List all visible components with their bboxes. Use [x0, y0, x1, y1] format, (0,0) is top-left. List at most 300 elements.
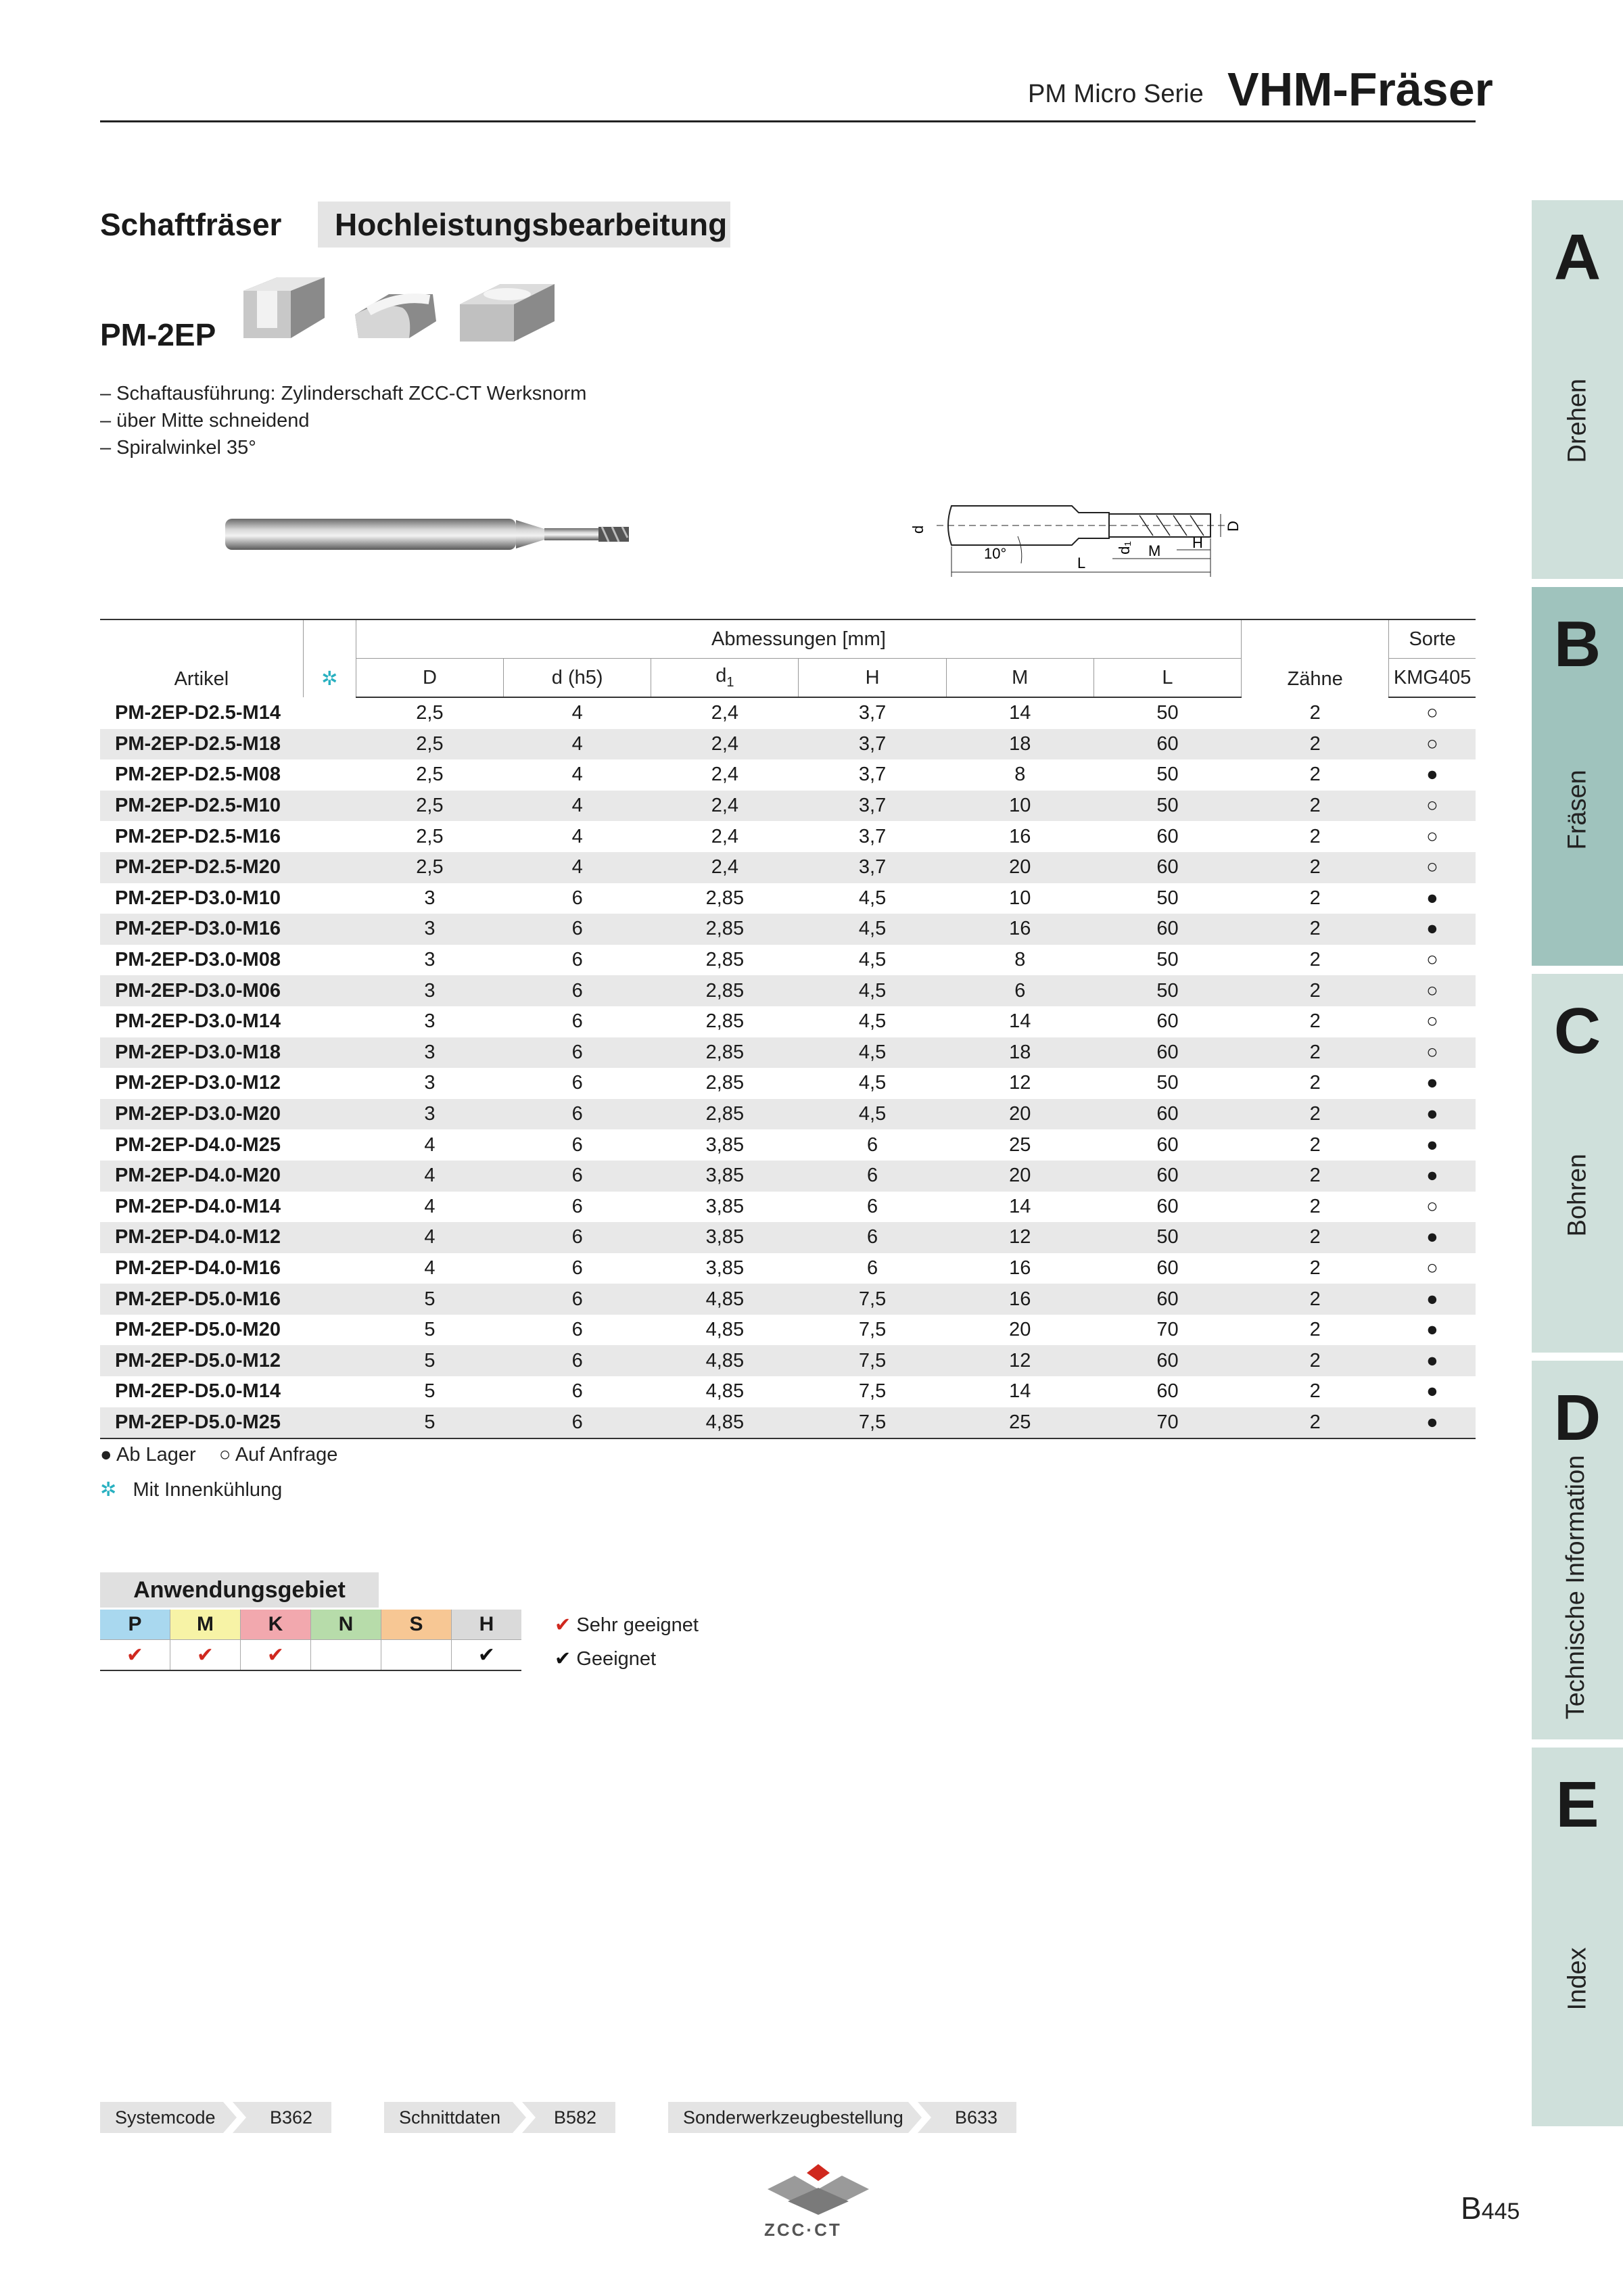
cell-H: 6 [799, 1222, 946, 1253]
cell-grade: ○ [1426, 1195, 1438, 1217]
cell-cooling [303, 759, 356, 791]
cooling-icon [303, 619, 356, 697]
feature-item: – über Mitte schneidend [100, 410, 310, 431]
very-suitable-label: Sehr geeignet [576, 1614, 699, 1636]
table-row [100, 1006, 1476, 1037]
cell-d: 6 [571, 887, 583, 909]
col-header-article: Artikel [100, 619, 303, 697]
cell-cooling [303, 821, 356, 852]
cell-H: 4,5 [799, 914, 946, 945]
cell-article: PM-2EP-D2.5-M08 [115, 764, 281, 786]
table-row [100, 697, 1476, 729]
cell-article: PM-2EP-D2.5-M20 [100, 852, 303, 883]
col-header-grade: KMG405 [1389, 659, 1476, 698]
cell-teeth: 2 [1309, 701, 1321, 724]
tab-fraesen[interactable] [1532, 587, 1623, 966]
cell-grade: ○ [1426, 1257, 1438, 1279]
cell-d1: 2,4 [651, 791, 799, 822]
cell-d: 6 [571, 1319, 583, 1341]
cell-L: 50 [1156, 764, 1179, 786]
cell-d: 6 [504, 1284, 651, 1315]
cell-grade: ● [1389, 1284, 1476, 1315]
col-header-M: M [946, 659, 1093, 698]
table-row [100, 729, 1476, 760]
cell-D: 4 [356, 1161, 503, 1192]
tab-label: Fräsen [1563, 770, 1592, 850]
cell-cooling [303, 1222, 356, 1253]
table-row [100, 1068, 1476, 1099]
section-title: Schaftfräser [100, 207, 282, 242]
cell-d1: 2,4 [651, 852, 799, 883]
cell-teeth: 2 [1309, 764, 1321, 786]
tab-letter: B [1553, 608, 1601, 680]
ref-systemcode[interactable] [100, 2102, 331, 2133]
cell-M: 12 [1009, 1072, 1031, 1094]
cell-H: 3,7 [858, 764, 887, 786]
cell-d: 4 [504, 791, 651, 822]
cell-cooling [303, 1068, 356, 1099]
ref-schnittdaten[interactable] [384, 2102, 615, 2133]
cell-D: 3 [424, 949, 436, 971]
material-code-s: S [381, 1610, 452, 1640]
cell-d: 6 [571, 1257, 583, 1279]
cell-cooling [303, 1315, 356, 1346]
cell-cooling [303, 1037, 356, 1069]
cell-article: PM-2EP-D5.0-M16 [100, 1284, 303, 1315]
cell-grade: ○ [1426, 702, 1438, 724]
col-header-d1-text: d [715, 665, 727, 687]
cell-L: 70 [1156, 1319, 1179, 1341]
cell-L: 60 [1156, 1195, 1179, 1217]
tab-technische-information[interactable] [1532, 1361, 1623, 1739]
cell-H: 6 [866, 1257, 878, 1279]
cell-H: 3,7 [799, 852, 946, 883]
cell-L: 60 [1093, 1161, 1241, 1192]
ref-code: B633 [954, 2107, 997, 2128]
cell-L: 60 [1156, 1010, 1179, 1033]
table-row [100, 1407, 1476, 1439]
table-row [100, 1099, 1476, 1130]
cell-M: 20 [946, 1161, 1093, 1192]
ref-label: Schnittdaten [399, 2107, 501, 2128]
cell-d1: 3,85 [705, 1257, 745, 1279]
cell-article: PM-2EP-D5.0-M14 [115, 1380, 281, 1403]
cell-grade: ● [1389, 1345, 1476, 1376]
ref-label: Sonderwerkzeugbestellung [683, 2107, 903, 2128]
cell-cooling [303, 1006, 356, 1037]
cell-d1: 2,85 [705, 1072, 745, 1094]
cell-M: 18 [946, 1037, 1093, 1069]
cell-article: PM-2EP-D5.0-M20 [115, 1319, 281, 1341]
col-header-d1 [651, 659, 799, 698]
cell-L: 50 [1093, 791, 1241, 822]
cell-grade: ○ [1426, 825, 1438, 847]
table-row [100, 1345, 1476, 1376]
section-subtitle: Hochleistungsbearbeitung [335, 207, 728, 242]
cell-grade: ○ [1389, 791, 1476, 822]
technical-drawing [910, 486, 1261, 587]
cell-L: 50 [1156, 702, 1179, 724]
feature-item: – Schaftausführung: Zylinderschaft ZCC-CT Werksnorm [100, 383, 587, 404]
cell-grade: ● [1389, 1407, 1476, 1439]
cell-M: 16 [1009, 825, 1031, 847]
cell-L: 60 [1156, 825, 1179, 847]
cell-L: 50 [1093, 1222, 1241, 1253]
profile-icon [355, 294, 436, 338]
cell-H: 4,5 [858, 887, 887, 909]
cell-M: 16 [946, 1284, 1093, 1315]
cell-D: 4 [424, 1257, 436, 1279]
table-row [100, 914, 1476, 945]
cell-H: 7,5 [799, 1407, 946, 1439]
cell-teeth: 2 [1242, 975, 1389, 1006]
cell-D: 5 [356, 1407, 503, 1439]
cell-d: 4 [504, 729, 651, 760]
group-header-sorte: Sorte [1389, 619, 1476, 659]
cell-teeth: 2 [1242, 1161, 1389, 1192]
cell-grade: ● [1426, 887, 1438, 909]
cell-H: 4,5 [799, 1099, 946, 1130]
snowflake-icon: ✲ [321, 668, 338, 690]
material-code-p: P [100, 1610, 170, 1640]
cell-D: 5 [356, 1284, 503, 1315]
tab-letter: E [1555, 1768, 1599, 1841]
cell-L: 50 [1156, 887, 1179, 909]
application-title: Anwendungsgebiet [100, 1572, 379, 1608]
col-header-teeth: Zähne [1242, 619, 1389, 697]
cell-D: 2,5 [416, 764, 444, 786]
cell-cooling [303, 791, 356, 822]
cell-teeth: 2 [1242, 1037, 1389, 1069]
cell-grade: ● [1389, 1222, 1476, 1253]
cell-teeth: 2 [1242, 852, 1389, 883]
cell-d: 4 [504, 852, 651, 883]
cell-d: 6 [504, 1407, 651, 1439]
tab-drehen[interactable] [1532, 200, 1623, 579]
table-row [100, 1037, 1476, 1069]
col-header-d1-sub: 1 [726, 674, 734, 690]
cell-cooling [303, 1253, 356, 1284]
cell-H: 4,5 [858, 1010, 887, 1033]
cell-H: 7,5 [799, 1284, 946, 1315]
cell-H: 6 [799, 1161, 946, 1192]
cell-M: 18 [946, 729, 1093, 760]
cell-d: 6 [504, 1037, 651, 1069]
cell-d: 6 [571, 1072, 583, 1094]
cell-article: PM-2EP-D3.0-M06 [100, 975, 303, 1006]
cell-H: 3,7 [799, 729, 946, 760]
availability-legend [100, 1444, 337, 1466]
stock-symbol: ● [100, 1444, 112, 1466]
cell-H: 4,5 [858, 949, 887, 971]
cell-D: 2,5 [356, 852, 503, 883]
cell-H: 7,5 [799, 1345, 946, 1376]
cell-L: 60 [1093, 852, 1241, 883]
cell-cooling [303, 1192, 356, 1223]
cell-d1: 3,85 [705, 1133, 745, 1156]
cell-H: 6 [866, 1195, 878, 1217]
cell-teeth: 2 [1309, 949, 1321, 971]
group-header-dimensions: Abmessungen [mm] [356, 619, 1241, 659]
table-row [100, 1129, 1476, 1161]
cell-L: 60 [1093, 729, 1241, 760]
cell-M: 16 [946, 914, 1093, 945]
cell-H: 4,5 [858, 1072, 887, 1094]
cell-cooling [303, 1407, 356, 1439]
cell-L: 60 [1156, 1257, 1179, 1279]
col-header-L: L [1093, 659, 1241, 698]
cell-M: 12 [946, 1345, 1093, 1376]
dim-angle: 10° [984, 545, 1007, 562]
cell-M: 14 [1009, 702, 1031, 724]
cell-article: PM-2EP-D5.0-M12 [100, 1345, 303, 1376]
cell-article: PM-2EP-D4.0-M16 [115, 1257, 281, 1279]
cell-D: 3 [356, 975, 503, 1006]
tab-label: Bohren [1563, 1153, 1592, 1237]
cell-d: 6 [571, 1380, 583, 1403]
ref-sonderwerkzeug[interactable] [668, 2102, 1016, 2133]
cell-article: PM-2EP-D4.0-M20 [100, 1161, 303, 1192]
cell-L: 50 [1156, 949, 1179, 971]
cell-H: 3,7 [858, 702, 887, 724]
tab-label: Technische Information [1561, 1455, 1590, 1720]
table-row [100, 1192, 1476, 1223]
table-row [100, 945, 1476, 976]
cell-grade: ● [1389, 914, 1476, 945]
cell-d: 4 [571, 764, 583, 786]
cell-D: 2,5 [356, 791, 503, 822]
suitability-mark: ✔ [170, 1640, 241, 1671]
feature-list [100, 380, 586, 461]
cell-H: 6 [866, 1133, 878, 1156]
cell-d: 6 [571, 1195, 583, 1217]
cell-D: 2,5 [356, 729, 503, 760]
tab-index[interactable] [1532, 1748, 1623, 2126]
cell-grade: ○ [1389, 729, 1476, 760]
cell-grade: ● [1426, 1319, 1438, 1341]
cell-M: 10 [946, 791, 1093, 822]
cell-L: 60 [1093, 1345, 1241, 1376]
table-row [100, 1253, 1476, 1284]
cell-D: 4 [424, 1133, 436, 1156]
material-code-m: M [170, 1610, 241, 1640]
cell-article: PM-2EP-D2.5-M16 [115, 825, 281, 847]
cell-M: 25 [946, 1407, 1093, 1439]
cell-teeth: 2 [1309, 1380, 1321, 1403]
cell-d1: 2,85 [651, 1099, 799, 1130]
series-label: PM Micro Serie [1028, 80, 1204, 108]
cell-article: PM-2EP-D3.0-M16 [100, 914, 303, 945]
ref-code: B362 [269, 2107, 312, 2128]
table-row [100, 852, 1476, 883]
cell-cooling [303, 852, 356, 883]
suitability-mark: ✔ [452, 1640, 522, 1671]
pocket-icon [460, 284, 555, 342]
cell-article: PM-2EP-D3.0-M12 [115, 1072, 281, 1094]
cell-teeth: 2 [1309, 825, 1321, 847]
cell-L: 60 [1093, 1284, 1241, 1315]
cell-d1: 3,85 [651, 1161, 799, 1192]
request-label: Auf Anfrage [235, 1444, 338, 1466]
cell-L: 50 [1093, 975, 1241, 1006]
cell-M: 10 [1009, 887, 1031, 909]
cooling-legend [100, 1478, 282, 1501]
cell-article: PM-2EP-D3.0-M14 [115, 1010, 281, 1033]
cell-L: 60 [1093, 1099, 1241, 1130]
cell-M: 8 [1014, 949, 1026, 971]
cell-D: 2,5 [416, 702, 444, 724]
cell-M: 14 [1009, 1380, 1031, 1403]
cell-cooling [303, 914, 356, 945]
cell-M: 14 [1009, 1195, 1031, 1217]
cell-cooling [303, 1099, 356, 1130]
cell-article: PM-2EP-D3.0-M20 [100, 1099, 303, 1130]
check-black-icon: ✔ [555, 1648, 571, 1670]
chevron-right-icon [908, 2102, 935, 2133]
cell-d1: 2,85 [705, 1010, 745, 1033]
cell-M: 12 [946, 1222, 1093, 1253]
cell-D: 2,5 [416, 825, 444, 847]
dim-M: M [1148, 542, 1161, 559]
cell-d1: 4,85 [651, 1407, 799, 1439]
suitability-mark [311, 1640, 381, 1671]
cell-L: 50 [1156, 1072, 1179, 1094]
cell-cooling [303, 697, 356, 729]
table-row [100, 759, 1476, 791]
material-code-h: H [452, 1610, 522, 1640]
cell-M: 6 [946, 975, 1093, 1006]
cell-M: 25 [1009, 1133, 1031, 1156]
logo-text: ZCC·CT [764, 2220, 842, 2240]
cell-teeth: 2 [1309, 887, 1321, 909]
ref-code: B582 [553, 2107, 596, 2128]
cell-grade: ○ [1426, 1010, 1438, 1033]
cell-L: 60 [1093, 1037, 1241, 1069]
tab-bohren[interactable] [1532, 974, 1623, 1353]
spec-table [100, 619, 1476, 1439]
cell-H: 7,5 [858, 1319, 887, 1341]
page-number [1461, 2190, 1520, 2226]
application-table [100, 1610, 521, 1671]
cell-article: PM-2EP-D2.5-M18 [100, 729, 303, 760]
cell-L: 70 [1093, 1407, 1241, 1439]
cell-teeth: 2 [1309, 1072, 1321, 1094]
material-code-k: K [241, 1610, 311, 1640]
table-row [100, 1376, 1476, 1407]
cell-grade: ● [1426, 1072, 1438, 1094]
ref-label: Systemcode [115, 2107, 216, 2128]
page-section: B [1461, 2190, 1482, 2226]
suitability-mark: ✔ [241, 1640, 311, 1671]
cell-d: 4 [571, 702, 583, 724]
col-header-d: d (h5) [504, 659, 651, 698]
cell-M: 20 [946, 852, 1093, 883]
cell-d1: 4,85 [651, 1345, 799, 1376]
cell-grade: ○ [1389, 975, 1476, 1006]
spec-table-body [100, 697, 1476, 1438]
cell-D: 5 [424, 1319, 436, 1341]
cell-D: 4 [356, 1222, 503, 1253]
cell-grade: ● [1426, 1133, 1438, 1156]
suitable-label: Geeignet [576, 1648, 657, 1670]
cell-d: 4 [571, 825, 583, 847]
cell-article: PM-2EP-D4.0-M25 [115, 1133, 281, 1156]
cell-D: 3 [356, 1037, 503, 1069]
cell-d1: 3,85 [651, 1222, 799, 1253]
cell-teeth: 2 [1309, 1257, 1321, 1279]
cell-cooling [303, 1129, 356, 1161]
cell-teeth: 2 [1309, 1133, 1321, 1156]
cell-d1: 4,85 [651, 1284, 799, 1315]
cell-d: 6 [504, 1099, 651, 1130]
cell-H: 4,5 [799, 975, 946, 1006]
cell-cooling [303, 1376, 356, 1407]
cell-M: 8 [1014, 764, 1026, 786]
cell-grade: ● [1389, 1099, 1476, 1130]
cell-d1: 4,85 [705, 1319, 745, 1341]
cell-D: 3 [424, 1010, 436, 1033]
dim-L: L [1077, 555, 1086, 571]
cell-d: 6 [504, 914, 651, 945]
snowflake-icon: ✲ [100, 1479, 117, 1501]
cell-teeth: 2 [1242, 1407, 1389, 1439]
product-code: PM-2EP [100, 317, 216, 352]
cell-L: 60 [1156, 1380, 1179, 1403]
cell-d1: 4,85 [705, 1380, 745, 1403]
cell-article: PM-2EP-D2.5-M14 [115, 701, 281, 724]
workpiece-icons [237, 267, 561, 352]
cell-article: PM-2EP-D3.0-M10 [115, 887, 281, 909]
tab-label: Index [1563, 1947, 1592, 2011]
suitability-legend-very [555, 1613, 699, 1637]
cell-d1: 2,4 [651, 729, 799, 760]
dim-H: H [1192, 534, 1203, 551]
col-header-H: H [799, 659, 946, 698]
cell-D: 5 [356, 1345, 503, 1376]
cell-d1: 2,85 [705, 949, 745, 971]
cell-d1: 3,85 [705, 1195, 745, 1217]
cell-grade: ● [1426, 1380, 1438, 1403]
slot-icon [243, 277, 325, 338]
table-row [100, 1161, 1476, 1192]
cell-d1: 2,4 [711, 764, 739, 786]
cell-grade: ○ [1426, 949, 1438, 971]
cell-article: PM-2EP-D3.0-M08 [115, 949, 281, 971]
zcc-logo [761, 2161, 876, 2222]
check-red-icon: ✔ [555, 1614, 571, 1636]
table-row [100, 821, 1476, 852]
cell-teeth: 2 [1309, 1319, 1321, 1341]
cell-d: 6 [571, 949, 583, 971]
cell-teeth: 2 [1309, 1010, 1321, 1033]
table-row [100, 1284, 1476, 1315]
cell-article: PM-2EP-D2.5-M10 [100, 791, 303, 822]
cell-teeth: 2 [1242, 914, 1389, 945]
cell-M: 16 [1009, 1257, 1031, 1279]
cell-cooling [303, 975, 356, 1006]
page-num: 445 [1481, 2199, 1520, 2224]
stock-label: Ab Lager [116, 1444, 196, 1466]
cell-D: 5 [424, 1380, 436, 1403]
suitability-mark: ✔ [100, 1640, 170, 1671]
table-row [100, 1315, 1476, 1346]
cell-D: 3 [424, 1072, 436, 1094]
cell-d1: 2,4 [711, 702, 739, 724]
table-row [100, 791, 1476, 822]
cell-cooling [303, 1284, 356, 1315]
cell-H: 7,5 [858, 1380, 887, 1403]
cell-d1: 2,85 [651, 1037, 799, 1069]
